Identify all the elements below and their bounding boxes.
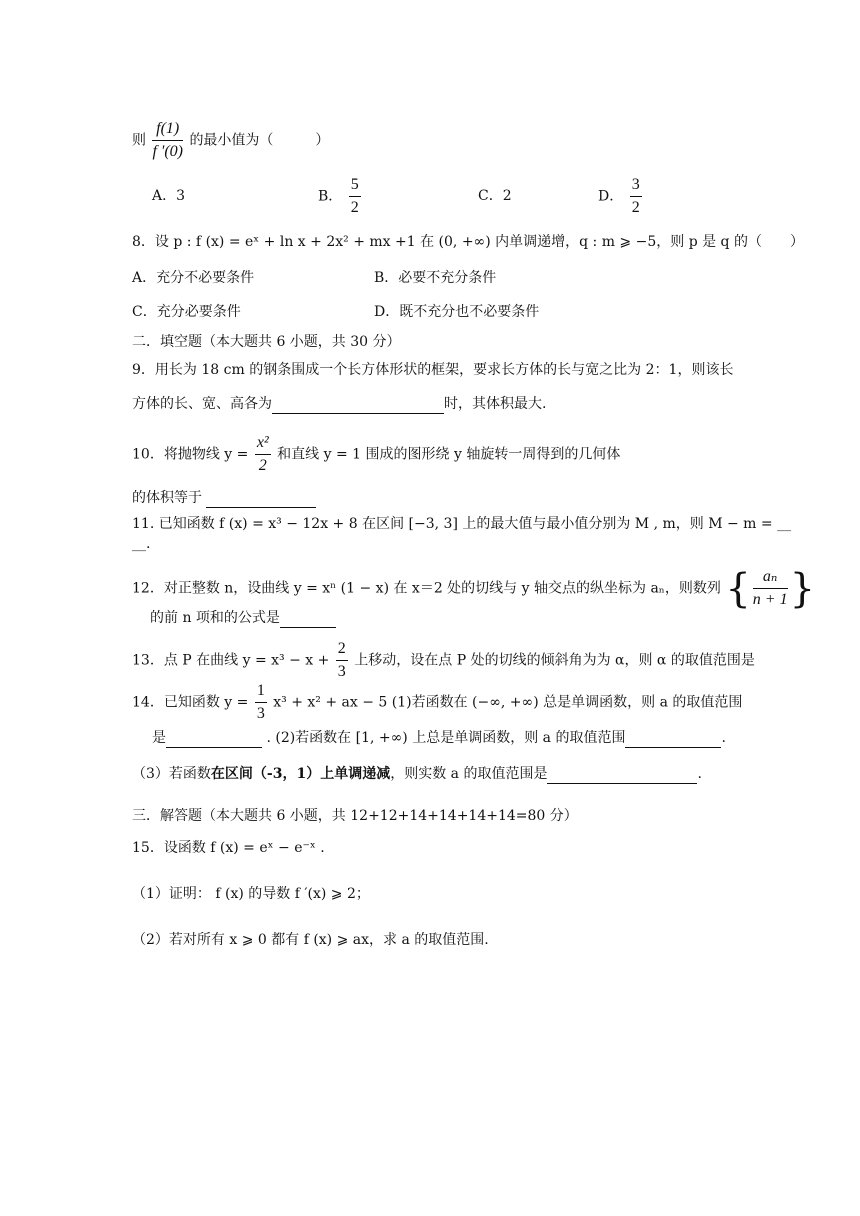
q7-option-b-num: 5 xyxy=(349,174,361,197)
q14-line3 xyxy=(132,764,702,784)
q10-line2 xyxy=(132,488,316,508)
q15-part1: （1）证明： f (x) 的导数 f ′(x) ⩾ 2； xyxy=(132,886,370,902)
q7-option-b-label: B． xyxy=(318,188,343,205)
q11-line1: 11. 已知函数 f (x) = x³ − 12x + 8 在区间 [−3, 3] 上的最大值与最小值分别为 M , m，则 M − m = __ xyxy=(132,516,792,532)
q7-option-d xyxy=(598,174,644,219)
q7-option-b-den: 2 xyxy=(350,199,359,216)
q13-line xyxy=(132,638,755,683)
left-brace-icon: { xyxy=(725,565,751,612)
q7-frac-den: f '(0) xyxy=(152,143,183,160)
q9-line2-post: 时，其体积最大. xyxy=(444,396,547,412)
q9-answer-blank[interactable] xyxy=(272,397,444,414)
q13-post: 上移动，设在点 P 处的切线的倾斜角为为 α，则 α 的取值范围是 xyxy=(354,652,755,669)
q8-stem: 8．设 p : f (x) = eˣ + ln x + 2x² + mx +1 在 (0, +∞) 内单调递增，q : m ⩾ −5，则 p 是 q 的（ ） xyxy=(132,234,804,250)
q12-frac-den: n + 1 xyxy=(752,591,788,608)
q9-line1: 9．用长为 18 cm 的钢条围成一个长方体形状的框架，要求长方体的长与宽之比为 2：1，则该长 xyxy=(132,362,734,378)
q14-fraction xyxy=(255,680,267,725)
q14-line2-post: . xyxy=(721,730,726,746)
q12-frac-num: aₙ xyxy=(753,566,788,589)
q14-line3-pre: （3）若函数 xyxy=(132,766,211,782)
q13-pre: 13．点 P 在曲线 y = x³ − x + xyxy=(132,652,330,669)
q14-blank-1[interactable] xyxy=(166,731,262,748)
q7-option-d-num: 3 xyxy=(630,174,642,197)
q14-pre: 14．已知函数 y = xyxy=(132,694,249,711)
q8-option-a: A．充分不必要条件 xyxy=(132,270,255,286)
q7-stem-tail xyxy=(132,118,329,163)
q11-line2: __. xyxy=(132,536,151,552)
q8-option-c: C．充分必要条件 xyxy=(132,304,241,320)
q7-option-b xyxy=(318,174,363,219)
q13-frac-den: 3 xyxy=(337,663,346,680)
q7-option-d-label: D． xyxy=(598,188,624,205)
q12-line2 xyxy=(150,608,336,628)
q14-post: x³ + x² + ax − 5 (1)若函数在 (−∞, +∞) 总是单调函数，则 a 的取值范围 xyxy=(273,694,743,711)
q7-fraction xyxy=(152,118,183,163)
q7-option-a: A．3 xyxy=(152,188,186,204)
right-brace-icon: } xyxy=(789,565,816,612)
q9-line2 xyxy=(132,394,546,414)
q14-frac-den: 3 xyxy=(256,705,265,722)
q15-part2: （2）若对所有 x ⩾ 0 都有 f (x) ⩾ ax，求 a 的取值范围. xyxy=(132,932,489,948)
q14-line3-end: . xyxy=(697,766,702,782)
q10-answer-blank[interactable] xyxy=(206,491,316,508)
q14-line3-bold: 在区间（-3，1）上单调递减 xyxy=(210,766,391,782)
q12-line2-text: 的前 n 项和的公式是 xyxy=(150,610,280,626)
q13-frac-num: 2 xyxy=(336,638,348,661)
q14-blank-3[interactable] xyxy=(547,767,697,784)
q10-fraction xyxy=(255,432,271,477)
q8-option-b: B．必要不充分条件 xyxy=(374,270,497,286)
q7-option-d-frac xyxy=(630,174,642,219)
q12-answer-blank[interactable] xyxy=(280,611,336,628)
q7-frac-num: f(1) xyxy=(152,118,183,141)
q9-line2-pre: 方体的长、宽、高各为 xyxy=(132,396,272,412)
q14-line1 xyxy=(132,680,742,725)
q14-blank-2[interactable] xyxy=(625,731,721,748)
q14-line3-post: ，则实数 a 的取值范围是 xyxy=(390,766,548,782)
q15-stem: 15．设函数 f (x) = eˣ − e⁻ˣ . xyxy=(132,840,325,856)
q7-post: 的最小值为（ ） xyxy=(189,132,330,149)
q10-post: 和直线 y = 1 围成的图形绕 y 轴旋转一周得到的几何体 xyxy=(277,446,621,463)
q12-pre: 12．对正整数 n，设曲线 y = xⁿ (1 − x) 在 x＝2 处的切线与 y 轴交点的纵坐标为 aₙ，则数列 xyxy=(132,580,721,597)
q10-frac-num: x² xyxy=(255,432,271,455)
q12-fraction xyxy=(753,566,788,611)
q14-line2-mid: . (2)若函数在 [1, +∞) 上总是单调函数，则 a 的取值范围 xyxy=(266,730,626,746)
q8-option-d: D．既不充分也不必要条件 xyxy=(374,304,540,320)
q7-option-d-den: 2 xyxy=(631,199,640,216)
q7-pre: 则 xyxy=(132,132,146,149)
q10-line2-text: 的体积等于 xyxy=(132,490,202,506)
q10-line1 xyxy=(132,432,620,477)
q10-pre: 10．将抛物线 y = xyxy=(132,446,249,463)
q10-frac-den: 2 xyxy=(258,457,267,474)
section-2-heading: 二．填空题（本大题共 6 小题，共 30 分） xyxy=(132,334,401,350)
q14-line2 xyxy=(152,728,726,748)
q13-fraction xyxy=(336,638,348,683)
q7-option-b-frac xyxy=(349,174,361,219)
q14-line2-pre: 是 xyxy=(152,730,166,746)
section-3-heading: 三．解答题（本大题共 6 小题，共 12+12+14+14+14+14=80 分） xyxy=(132,808,578,824)
q12-line1 xyxy=(132,566,815,611)
q14-frac-num: 1 xyxy=(255,680,267,703)
q7-option-c: C．2 xyxy=(478,188,512,204)
